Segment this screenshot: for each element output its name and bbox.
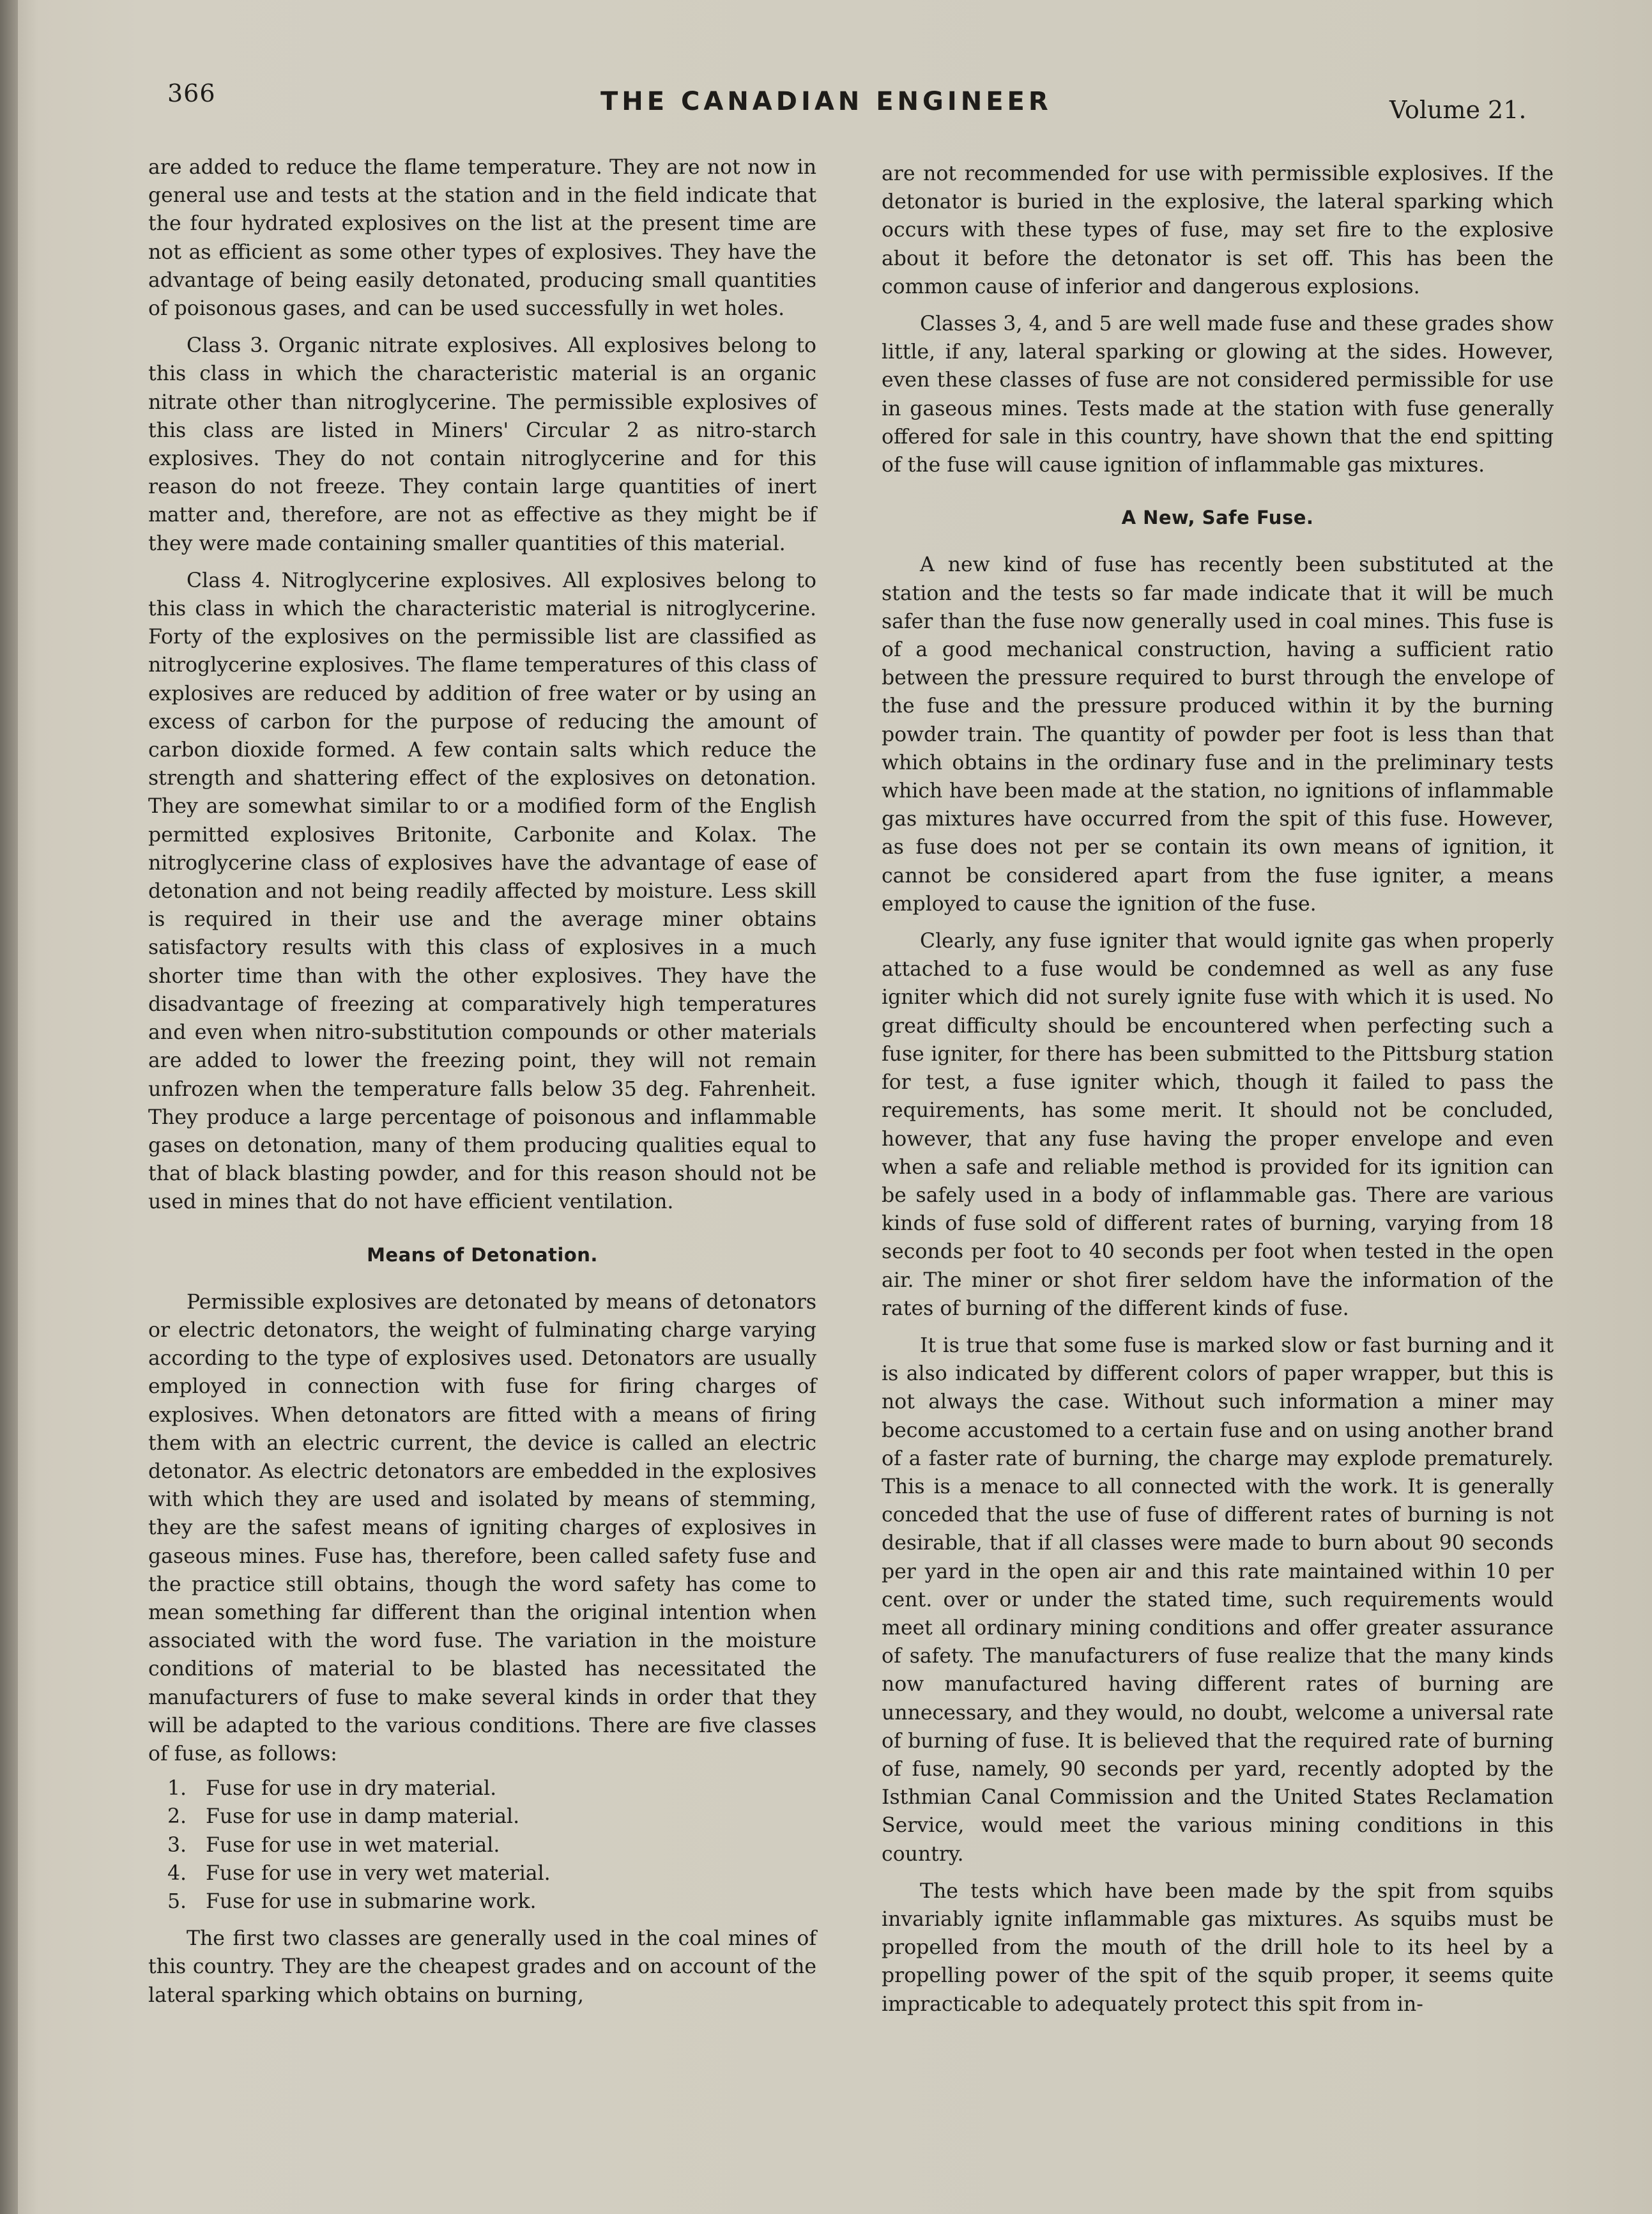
binding-edge xyxy=(0,0,18,2214)
volume-label: Volume 21. xyxy=(1389,96,1527,124)
paragraph: A new kind of fuse has recently been substituted at the station and the tests so far made indicate that it will be much safer than the fuse now generally used in coal mines. This fuse is of a good mechanical construction, having a sufficient ratio between the pressure required to burst through the envelope of the fuse and the pressure produced within it by the burning powder train. The quantity of powder per foot is less than that which obtains in the ordinary fuse and in the preliminary tests which have been made at the station, no ignitions of inflammable gas mixtures have occurred from the spit of this fuse. However, as fuse does not per se contain its own means of ignition, it cannot be considered apart from the fuse igniter, a means employed to cause the ignition of the fuse. xyxy=(882,553,1554,916)
paragraph: The tests which have been made by the spit from squibs invariably ignite inflammable gas mixtures. As squibs must be propelled from the mouth of the drill hole to its heel by a propelling power of the spit of the squib proper, it seems quite impracticable to adequately protect this spit from in- xyxy=(882,1879,1554,2016)
paragraph: are not recommended for use with permissible explosives. If the detonator is buried in the explosive, the lateral sparking which occurs with these types of fuse, may set fire to the explosive about it before the detonator is set off. This has been the common cause of inferior and dangerous explosions. xyxy=(882,162,1554,298)
list-number: 2. xyxy=(167,1805,187,1829)
fuse-class-list xyxy=(148,1774,816,1916)
list-number: 5. xyxy=(167,1889,187,1913)
list-item xyxy=(167,1774,816,1803)
paragraph: are added to reduce the flame temperature. They are not now in general use and tests at the station and in the field indicate that the four hydrated explosives on the list at the present time are not as efficient as some other types of explosives. They have the advantage of being easily detonated, producing small quantities of poisonous gases, and can be used successfully in wet holes. xyxy=(148,156,816,321)
paragraph: Class 3. Organic nitrate explosives. All explosives belong to this class in which the characteristic material is an organic nitrate other than nitroglycerine. The permissible explosives of this class are listed in Miners' Circular 2 as nitro-starch explosives. They do not contain nitroglycerine and for this reason do not freeze. They contain large quantities of inert matter and, therefore, are not as effective as they might be if they were made containing smaller quantities of this material. xyxy=(148,334,816,555)
page-number: 366 xyxy=(167,79,216,107)
right-column xyxy=(882,160,1554,2018)
paragraph: It is true that some fuse is marked slow or fast burning and it is also indicated by different colors of paper wrapper, but this is not always the case. Without such information a miner may become accustomed to a certain fuse and on using another brand of a faster rate of burning, the charge may explode prematurely. This is a menace to all connected with the work. It is generally conceded that the use of fuse of different rates of burning is not desirable, that if all classes were made to burn about 90 seconds per yard in the open air and this rate maintained within 10 per cent. over or under the stated time, such requirements would meet all ordinary mining conditions and offer greater assurance of safety. The manufacturers of fuse realize that the many kinds now manufactured having different rates of burning are unnecessary, and they would, no doubt, welcome a universal rate of burning of fuse. It is believed that the required rate of burning of fuse, namely, 90 seconds per yard, recently adopted by the Isthmian Canal Commission and the United States Reclamation Service, would meet the various mining conditions in this country. xyxy=(882,1334,1554,1866)
paragraph: Classes 3, 4, and 5 are well made fuse and these grades show little, if any, lateral sparking or glowing at the sides. However, even these classes of fuse are not considered permissible for use in gaseous mines. Tests made at the station with fuse generally offered for sale in this country, have shown that the end spitting of the fuse will cause ignition of inflammable gas mixtures. xyxy=(882,312,1554,477)
left-column xyxy=(148,153,816,2010)
list-item xyxy=(167,1831,816,1859)
list-number: 1. xyxy=(167,1777,187,1801)
paragraph: Class 4. Nitroglycerine explosives. All explosives belong to this class in which the characteristic material is nitroglycerine. Forty of the explosives on the permissible list are classified as nitroglycerine explosives. The flame temperatures of this class of explosives are reduced by addition of free water or by using an excess of carbon for the purpose of reducing the amount of carbon dioxide formed. A few contain salts which reduce the strength and shattering effect of the explosives on detonation. They are somewhat similar to or a modified form of the English permitted explosives Britonite, Carbonite and Kolax. The nitroglycerine class of explosives have the advantage of ease of detonation and not being readily affected by moisture. Less skill is required in their use and the average miner obtains satisfactory results with this class of explosives in a much shorter time than with the other explosives. They have the disadvantage of freezing at comparatively high temperatures and even when nitro-substitution compounds or other materials are added to lower the freezing point, they will not remain unfrozen when the temperature falls below 35 deg. Fahrenheit. They produce a large percentage of poisonous and inflammable gases on detonation, many of them producing qualities equal to that of black blasting powder, and for this reason should not be used in mines that do not have efficient ventilation. xyxy=(148,569,816,1214)
list-number: 4. xyxy=(167,1861,187,1885)
list-text: Fuse for use in wet material. xyxy=(206,1833,500,1857)
list-text: Fuse for use in dry material. xyxy=(206,1777,497,1801)
list-item xyxy=(167,1803,816,1831)
list-number: 3. xyxy=(167,1833,187,1857)
paragraph: Permissible explosives are detonated by means of detonators or electric detonators, the weight of fulminating charge varying according to the type of explosives used. Detonators are usually employed in connection with fuse for firing charges of explosives. When detonators are fitted with a means of firing them with an electric current, the device is called an electric detonator. As electric detonators are embedded in the explosives with which they are used and isolated by means of stemming, they are the safest means of igniting charges of explosives in gaseous mines. Fuse has, therefore, been called safety fuse and the practice still obtains, though the word safety has come to mean something far different than the original intention when associated with the word fuse. The variation in the moisture conditions of material to be blasted has necessitated the manufacturers of fuse to make several kinds in order that they will be adapted to the various conditions. There are five classes of fuse, as follows: xyxy=(148,1290,816,1765)
running-header xyxy=(0,70,1652,128)
paragraph: Clearly, any fuse igniter that would ignite gas when properly attached to a fuse would be condemned as well as any fuse igniter which did not surely ignite fuse with which it is used. No great difficulty should be encountered when perfecting such a fuse igniter, for there has been submitted to the Pittsburg station for test, a fuse igniter which, though it failed to pass the requirements, has some merit. It should not be concluded, however, that any fuse having the proper envelope and even when a safe and reliable method is provided for its ignition can be safely used in a body of inflammable gas. There are various kinds of fuse sold of different rates of burning, varying from 18 seconds per foot to 40 seconds per foot when tested in the open air. The miner or shot firer seldom have the information of the rates of burning of the different kinds of fuse. xyxy=(882,930,1554,1320)
list-item xyxy=(167,1859,816,1887)
list-text: Fuse for use in submarine work. xyxy=(206,1889,537,1913)
list-text: Fuse for use in damp material. xyxy=(206,1805,520,1829)
list-text: Fuse for use in very wet material. xyxy=(206,1861,551,1885)
section-heading-new-safe-fuse: A New, Safe Fuse. xyxy=(1121,507,1314,529)
section-heading-means-of-detonation: Means of Detonation. xyxy=(367,1243,598,1266)
journal-title: THE CANADIAN ENGINEER xyxy=(600,87,1052,116)
list-item xyxy=(167,1887,816,1916)
paragraph: The first two classes are generally used in the coal mines of this country. They are the cheapest grades and on account of the lateral sparking which obtains on burning, xyxy=(148,1927,816,2007)
